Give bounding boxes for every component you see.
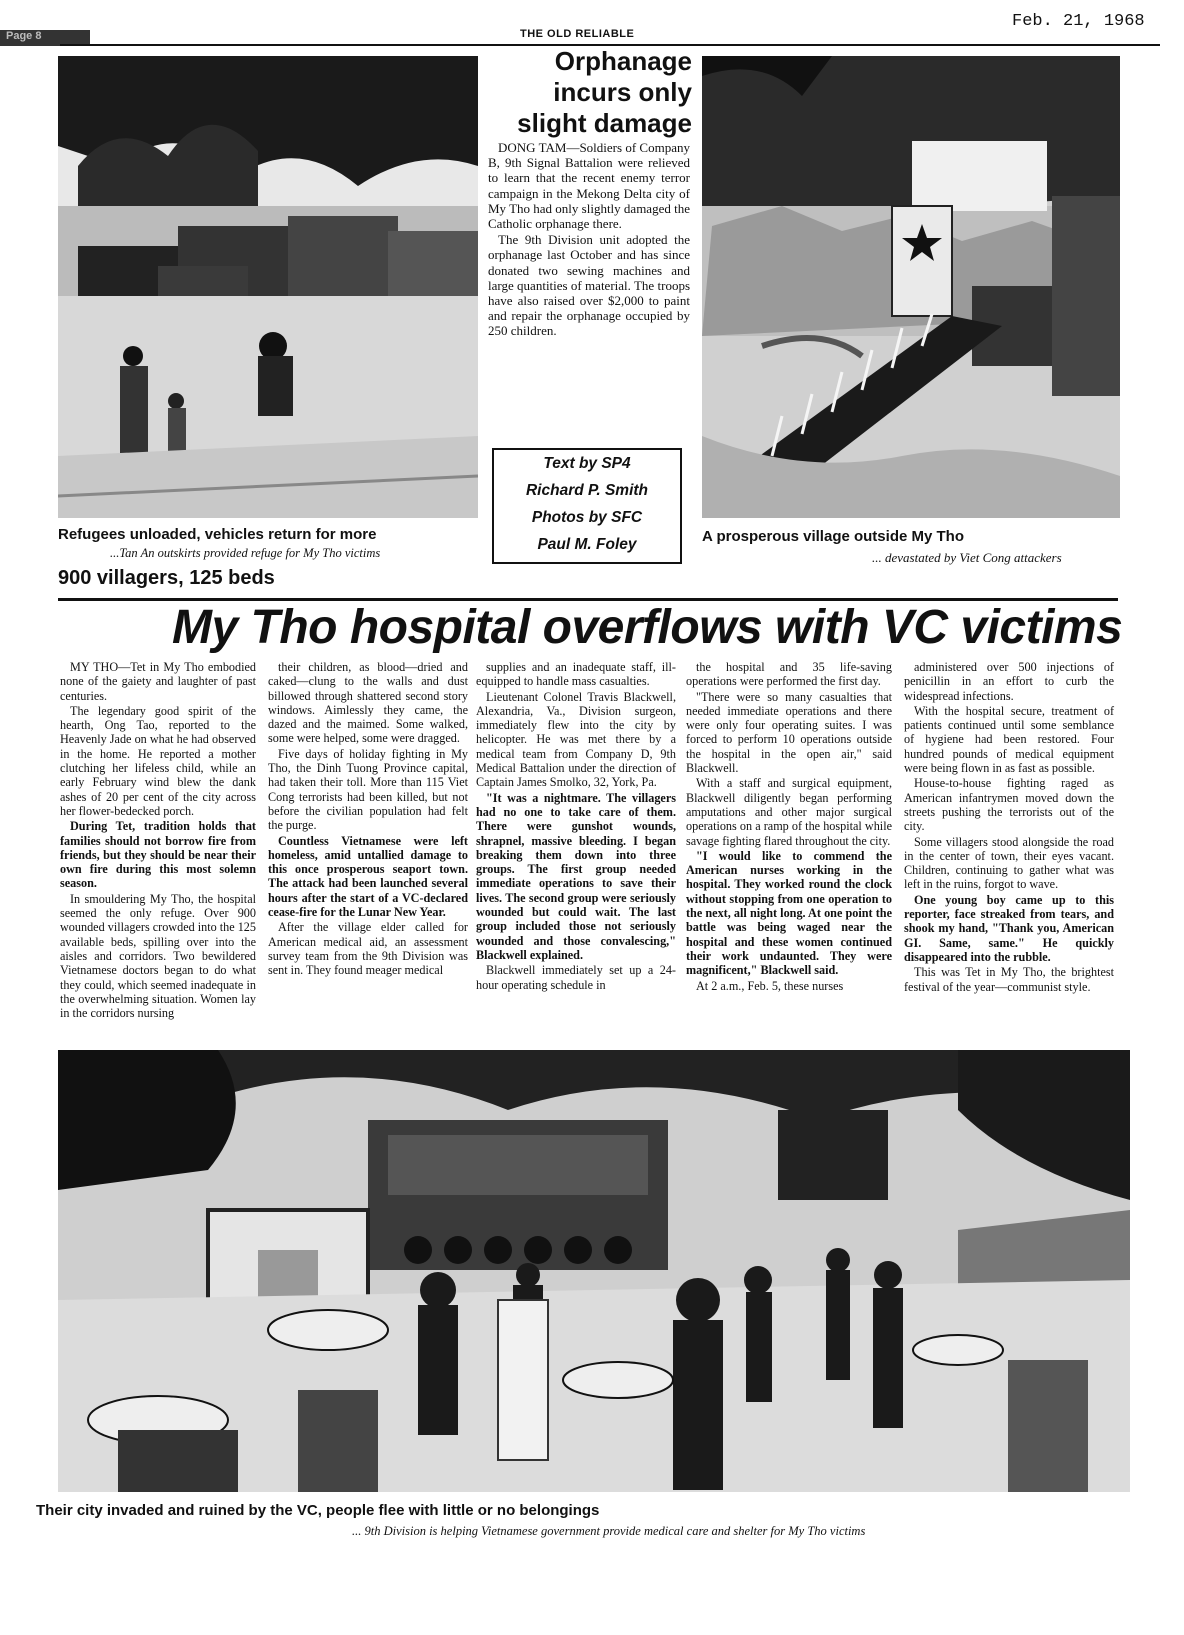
article-paragraph: During Tet, tradition holds that families should not borrow fire from friends, but they should be near their own fire during this most solemn season.: [60, 819, 256, 891]
credit-line: Paul M. Foley: [537, 536, 637, 553]
page-number: Page 8: [0, 30, 90, 46]
article-paragraph: supplies and an inadequate staff, ill-equipped to handle mass casualties.: [476, 660, 676, 689]
main-headline: My Tho hospital overflows with VC victims: [172, 601, 1123, 654]
article-paragraph: the hospital and 35 life-saving operations were performed the first day.: [686, 660, 892, 689]
article-column-1: [60, 660, 256, 1021]
paper-title: THE OLD RELIABLE: [520, 28, 635, 40]
article-paragraph: After the village elder called for American medical aid, an assessment survey team from the 9th Division was sent in. They found meager medical: [268, 920, 468, 978]
village-caption: A prosperous village outside My Tho: [702, 528, 964, 545]
street-subcaption: ... 9th Division is helping Vietnamese government provide medical care and shelter for My Tho victims: [352, 1524, 866, 1538]
refugees-street-photo: [58, 1050, 1130, 1492]
credit-line: Richard P. Smith: [525, 482, 649, 499]
article-column-5: [904, 660, 1114, 995]
refugees-subcaption: ...Tan An outskirts provided refuge for My Tho victims: [110, 546, 381, 560]
article-paragraph: With a staff and surgical equipment, Blackwell diligently began performing amputations and other major surgical operations on a ramp of the hospital while savage fighting flared throughout the city.: [686, 776, 892, 848]
article-paragraph: their children, as blood—dried and caked—clung to the walls and dust billowed through shattered second story windows. Aimlessly they came, the dazed and the maimed. Some walked, some were helped, some were dragged.: [268, 660, 468, 746]
village-photo: [702, 56, 1120, 518]
credit-line: Text by SP4: [543, 455, 631, 472]
credit-line: Photos by SFC: [531, 509, 643, 526]
orphanage-headline: Orphanage incurs only slight damage: [517, 46, 692, 138]
street-caption: Their city invaded and ruined by the VC, people flee with little or no belongings: [36, 1502, 600, 1519]
article-paragraph: The legendary good spirit of the hearth, Ong Tao, reported to the Heavenly Jade on what he had observed in the home. He reported a mother clutching her lifeless child, while an early February wind blew the dank ashes of 20 per cent of the city across her flower-bedecked porch.: [60, 703, 256, 818]
article-paragraph: Some villagers stood alongside the road in the center of town, their eyes vacant. Children, continuing to gather what was left in the ruins, forgot to wave.: [904, 834, 1114, 892]
article-paragraph: MY THO—Tet in My Tho embodied none of the gaiety and laughter of past centuries.: [60, 660, 256, 703]
refugees-caption: Refugees unloaded, vehicles return for more: [58, 526, 377, 543]
article-paragraph: administered over 500 injections of penicillin in an effort to curb the widespread infections.: [904, 660, 1114, 703]
article-paragraph: One young boy came up to this reporter, face streaked from tears, and shook my hand, "Thank you, American GI. Same, same." He quickly disappeared into the rubble.: [904, 892, 1114, 964]
village-subcaption: ... devastated by Viet Cong attackers: [872, 550, 1062, 565]
kicker-headline: 900 villagers, 125 beds: [58, 567, 275, 589]
article-paragraph: Lieutenant Colonel Travis Blackwell, Alexandria, Va., Division surgeon, immediately flew into the city by helicopter. He was met there by a medical team from Company D, 9th Medical Battalion under the direction of Captain James Smolko, 32, York, Pa.: [476, 689, 676, 790]
article-paragraph: This was Tet in My Tho, the brightest festival of the year—communist style.: [904, 965, 1114, 994]
article-paragraph: With the hospital secure, treatment of patients continued until some semblance of hygiene had been restored. Four hundred pounds of medical equipment were being flown in as fast as possible.: [904, 703, 1114, 776]
orphanage-body: DONG TAM—Soldiers of Company B, 9th Signal Battalion were relieved to learn that the recent enemy terror campaign in the Mekong Delta city of My Tho had only slightly damaged the Catholic orphanage there. The 9th Division unit adopted the orphanage last October and has since donated two sewing machines and large quantities of material. The troops have also raised over $2,000 to paint and repair the orphanage occupied by 250 children.: [488, 140, 690, 339]
article-paragraph: Five days of holiday fighting in My Tho, the Dinh Tuong Province capital, had taken their toll. More than 115 Viet Cong terrorists had been killed, but not before the civilian population had felt the purge.: [268, 746, 468, 833]
refugees-photo: [58, 56, 478, 518]
article-paragraph: Blackwell immediately set up a 24-hour operating schedule in: [476, 963, 676, 992]
article-paragraph: "There were so many casualties that needed immediate operations and there were only four operating suites. I was forced to perform 10 operations outside the hospital in the open air," said Blackwell.: [686, 689, 892, 776]
article-paragraph: In smouldering My Tho, the hospital seemed the only refuge. Over 900 wounded villagers crowded into the 125 available beds, spilling over into the aisles and corridors. Two bewildered Vietnamese doctors began to do what they could, which seemed inadequate in the overwhelming situation. Women lay in the corridors nursing: [60, 891, 256, 1021]
credits-box: [492, 448, 682, 564]
article-paragraph: "I would like to commend the American nurses working in the hospital. They worked round the clock without stopping from one operation to the next, all night long. At one point the battle was being waged near the hospital and these women continued their work undaunted. They were magnificent," Blackwell said.: [686, 848, 892, 978]
article-paragraph: Countless Vietnamese were left homeless, amid untallied damage to this once prosperous seaport town. The attack had been launched several hours after the start of a VC-declared cease-fire for the Lunar New Year.: [268, 833, 468, 920]
article-column-4: [686, 660, 892, 994]
article-paragraph: "It was a nightmare. The villagers had no one to take care of them. There were gunshot wounds, shrapnel, massive bleeding. I began breaking them down into three groups. The first group needed immediate operations to save their lives. The second group were seriously wounded but could wait. The last group included those not seriously wounded and those convalescing," Blackwell explained.: [476, 790, 676, 962]
article-column-2: [268, 660, 468, 979]
article-paragraph: House-to-house fighting raged as American infantrymen moved down the streets pushing the terrorists out of the city.: [904, 776, 1114, 834]
article-column-3: [476, 660, 676, 993]
issue-date: Feb. 21, 1968: [1012, 12, 1145, 31]
article-paragraph: At 2 a.m., Feb. 5, these nurses: [696, 978, 844, 993]
